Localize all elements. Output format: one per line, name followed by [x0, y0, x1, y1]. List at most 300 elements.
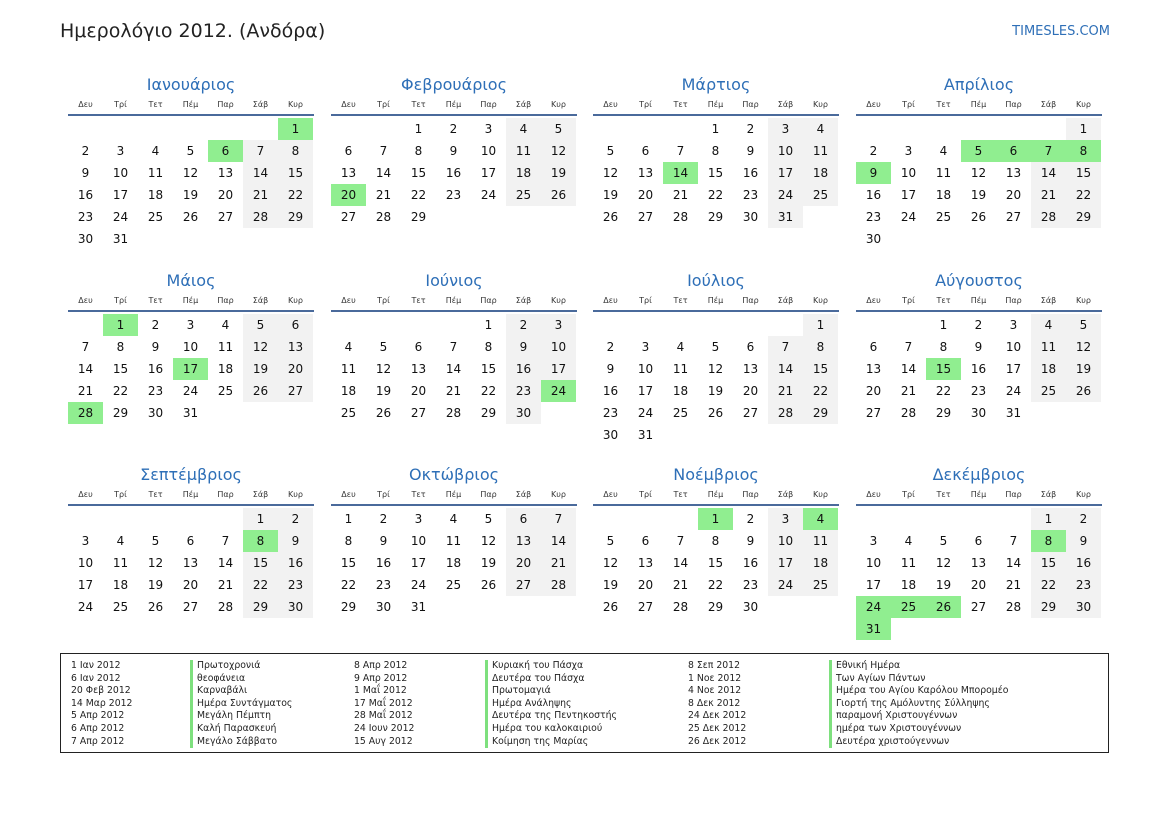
- day-cell: 11: [445, 534, 462, 548]
- empty-cell: [891, 118, 926, 140]
- day-cell: 30: [742, 210, 759, 224]
- month-calendar: [331, 270, 577, 424]
- day-cell: 6: [186, 534, 195, 548]
- day-cell: 15: [480, 362, 497, 376]
- day-cell: 7: [81, 340, 90, 354]
- day-cell: 31: [1005, 406, 1022, 420]
- day-cell: 22: [707, 578, 724, 592]
- weekday-label: Τετ: [148, 296, 163, 305]
- day-cell: 4: [344, 340, 353, 354]
- month-calendar: [856, 464, 1102, 640]
- day-cell: 23: [375, 578, 392, 592]
- weekday-label: Τρί: [114, 100, 127, 109]
- day-cell: 9: [506, 336, 541, 358]
- day-cell: 11: [340, 362, 357, 376]
- day-cell: 14: [1031, 162, 1066, 184]
- day-cell: 2: [278, 508, 313, 530]
- empty-cell: [733, 314, 768, 336]
- holiday-date: 25 Δεκ 2012: [688, 722, 747, 734]
- weekday-label: Πέμ: [707, 296, 724, 305]
- day-cell: 9: [151, 340, 160, 354]
- day-cell: 4: [676, 340, 685, 354]
- day-cell: 8: [939, 340, 948, 354]
- weekday-label: Πέμ: [445, 296, 462, 305]
- empty-cell: [331, 118, 366, 140]
- month-calendar: [68, 270, 314, 424]
- day-cell: 19: [182, 188, 199, 202]
- day-cell: 1: [711, 122, 720, 136]
- day-grid: [593, 314, 839, 446]
- weekday-label: Παρ: [1005, 296, 1022, 305]
- day-cell: 29: [340, 600, 357, 614]
- day-cell: 27: [340, 210, 357, 224]
- holiday-day-cell: 7: [1031, 140, 1066, 162]
- weekday-label: Δευ: [603, 296, 618, 305]
- day-cell: 22: [803, 380, 838, 402]
- day-cell: 15: [243, 552, 278, 574]
- empty-cell: [698, 314, 733, 336]
- day-cell: 30: [742, 600, 759, 614]
- weekday-label: Σάβ: [515, 490, 532, 499]
- day-cell: 28: [672, 210, 689, 224]
- day-cell: 20: [865, 384, 882, 398]
- weekday-label: Κυρ: [813, 490, 828, 499]
- day-grid: [331, 118, 577, 228]
- day-cell: 23: [77, 210, 94, 224]
- holiday-date: 1 Μαΐ 2012: [354, 685, 407, 697]
- weekday-header: [593, 292, 839, 312]
- day-cell: 28: [217, 600, 234, 614]
- day-cell: 21: [768, 380, 803, 402]
- holiday-date: 17 Μαΐ 2012: [354, 697, 413, 709]
- day-cell: 24: [77, 600, 94, 614]
- day-cell: 10: [410, 534, 427, 548]
- weekday-label: Σάβ: [515, 296, 532, 305]
- day-cell: 13: [278, 336, 313, 358]
- day-grid: [856, 508, 1102, 640]
- empty-cell: [996, 508, 1031, 530]
- holiday-date: 1 Ιαν 2012: [71, 660, 121, 671]
- day-cell: 27: [742, 406, 759, 420]
- weekday-label: Σάβ: [252, 490, 269, 499]
- empty-cell: [436, 314, 471, 336]
- day-cell: 22: [112, 384, 129, 398]
- weekday-label: Τετ: [148, 490, 163, 499]
- day-cell: 16: [865, 188, 882, 202]
- day-cell: 5: [1066, 314, 1101, 336]
- empty-cell: [926, 508, 961, 530]
- day-cell: 8: [711, 144, 720, 158]
- day-cell: 20: [637, 578, 654, 592]
- day-cell: 8: [344, 534, 353, 548]
- month-calendar: [68, 74, 314, 250]
- weekday-label: Πέμ: [707, 490, 724, 499]
- day-cell: 23: [742, 578, 759, 592]
- day-cell: 27: [1005, 210, 1022, 224]
- weekday-label: Δευ: [78, 490, 93, 499]
- weekday-label: Παρ: [480, 490, 497, 499]
- holiday-name: Ημέρα Ανάληψης: [485, 698, 617, 711]
- day-cell: 11: [1031, 336, 1066, 358]
- day-cell: 6: [344, 144, 353, 158]
- day-cell: 27: [278, 380, 313, 402]
- day-cell: 19: [147, 578, 164, 592]
- day-cell: 6: [746, 340, 755, 354]
- empty-cell: [138, 118, 173, 140]
- weekday-label: Παρ: [480, 296, 497, 305]
- holiday-day-cell: 6: [208, 140, 243, 162]
- month-title: Ιούλιος: [687, 271, 745, 290]
- day-cell: 16: [375, 556, 392, 570]
- weekday-label: Τετ: [936, 490, 951, 499]
- empty-cell: [628, 508, 663, 530]
- weekday-label: Τετ: [411, 100, 426, 109]
- day-cell: 1: [803, 314, 838, 336]
- day-cell: 20: [970, 578, 987, 592]
- holiday-date: 24 Δεκ 2012: [688, 710, 747, 722]
- weekday-label: Παρ: [742, 100, 759, 109]
- day-cell: 30: [865, 232, 882, 246]
- empty-cell: [593, 314, 628, 336]
- day-cell: 15: [340, 556, 357, 570]
- day-cell: 26: [182, 210, 199, 224]
- day-cell: 28: [768, 402, 803, 424]
- day-cell: 6: [641, 144, 650, 158]
- day-cell: 2: [151, 318, 160, 332]
- weekday-header: [68, 292, 314, 312]
- day-cell: 27: [182, 600, 199, 614]
- day-grid: [593, 118, 839, 228]
- day-cell: 14: [375, 166, 392, 180]
- empty-cell: [103, 118, 138, 140]
- day-cell: 14: [445, 362, 462, 376]
- day-cell: 13: [865, 362, 882, 376]
- holiday-date: 14 Μαρ 2012: [71, 697, 133, 709]
- day-cell: 26: [147, 600, 164, 614]
- day-cell: 18: [803, 162, 838, 184]
- month-calendar: [593, 270, 839, 446]
- weekday-label: Δευ: [341, 490, 356, 499]
- day-cell: 21: [1031, 184, 1066, 206]
- day-cell: 14: [900, 362, 917, 376]
- day-cell: 11: [217, 340, 234, 354]
- day-cell: 16: [77, 188, 94, 202]
- holiday-day-cell: 14: [663, 162, 698, 184]
- day-cell: 18: [147, 188, 164, 202]
- day-cell: 4: [449, 512, 458, 526]
- day-cell: 30: [506, 402, 541, 424]
- day-cell: 6: [974, 534, 983, 548]
- holiday-day-cell: 8: [1031, 530, 1066, 552]
- empty-cell: [961, 118, 996, 140]
- day-cell: 18: [340, 384, 357, 398]
- day-cell: 24: [768, 184, 803, 206]
- day-cell: 2: [746, 122, 755, 136]
- holiday-date: 20 Φεβ 2012: [71, 685, 131, 697]
- holiday-names-col-1: [190, 660, 292, 748]
- day-cell: 3: [116, 144, 125, 158]
- holiday-day-cell: 8: [243, 530, 278, 552]
- day-cell: 17: [637, 384, 654, 398]
- day-cell: 1: [344, 512, 353, 526]
- empty-cell: [366, 118, 401, 140]
- day-cell: 18: [803, 552, 838, 574]
- weekday-label: Πέμ: [182, 100, 199, 109]
- holiday-name: ημέρα των Χριστουγέννων: [829, 723, 1008, 736]
- day-cell: 3: [414, 512, 423, 526]
- day-cell: 18: [217, 362, 234, 376]
- day-cell: 17: [900, 188, 917, 202]
- month-calendar: [856, 74, 1102, 250]
- weekday-label: Δευ: [78, 100, 93, 109]
- day-cell: 26: [375, 406, 392, 420]
- month-title: Σεπτέμβριος: [140, 465, 242, 484]
- day-cell: 10: [865, 556, 882, 570]
- day-cell: 8: [116, 340, 125, 354]
- day-cell: 23: [742, 188, 759, 202]
- holiday-day-cell: 17: [173, 358, 208, 380]
- day-cell: 22: [340, 578, 357, 592]
- empty-cell: [856, 118, 891, 140]
- weekday-label: Κυρ: [551, 296, 566, 305]
- day-cell: 25: [112, 600, 129, 614]
- day-cell: 1: [243, 508, 278, 530]
- day-cell: 4: [1031, 314, 1066, 336]
- day-cell: 9: [746, 144, 755, 158]
- day-cell: 17: [865, 578, 882, 592]
- weekday-label: Σάβ: [252, 100, 269, 109]
- day-cell: 5: [606, 534, 615, 548]
- day-cell: 6: [641, 534, 650, 548]
- day-cell: 23: [970, 384, 987, 398]
- day-cell: 13: [506, 530, 541, 552]
- day-cell: 13: [637, 166, 654, 180]
- day-cell: 3: [541, 314, 576, 336]
- day-cell: 15: [112, 362, 129, 376]
- day-cell: 21: [217, 578, 234, 592]
- holiday-day-cell: 1: [103, 314, 138, 336]
- day-cell: 25: [217, 384, 234, 398]
- day-cell: 28: [541, 574, 576, 596]
- holiday-day-cell: 1: [698, 508, 733, 530]
- holiday-day-cell: 24: [856, 596, 891, 618]
- weekday-label: Τρί: [377, 296, 390, 305]
- day-cell: 6: [869, 340, 878, 354]
- day-cell: 19: [970, 188, 987, 202]
- weekday-label: Κυρ: [551, 100, 566, 109]
- day-cell: 17: [480, 166, 497, 180]
- day-cell: 29: [243, 596, 278, 618]
- day-cell: 20: [506, 552, 541, 574]
- day-cell: 5: [606, 144, 615, 158]
- empty-cell: [663, 118, 698, 140]
- holiday-name: Γιορτή της Αμόλυντης Σύλληψης: [829, 698, 1008, 711]
- holiday-name: παραμονή Χριστουγέννων: [829, 710, 1008, 723]
- holiday-date: 5 Απρ 2012: [71, 710, 125, 722]
- day-cell: 16: [445, 166, 462, 180]
- day-cell: 29: [803, 402, 838, 424]
- day-grid: [856, 314, 1102, 424]
- weekday-label: Τρί: [639, 100, 652, 109]
- weekday-label: Σάβ: [777, 296, 794, 305]
- day-cell: 28: [900, 406, 917, 420]
- weekday-label: Σάβ: [777, 490, 794, 499]
- day-cell: 16: [278, 552, 313, 574]
- day-cell: 15: [278, 162, 313, 184]
- holiday-name: Δευτέρα της Πεντηκοστής: [485, 710, 617, 723]
- day-cell: 20: [742, 384, 759, 398]
- holiday-names-col-3: [829, 660, 1008, 748]
- holiday-name: Δευτέρα χριστούγεννων: [829, 736, 1008, 749]
- day-cell: 6: [414, 340, 423, 354]
- day-cell: 2: [506, 314, 541, 336]
- weekday-label: Τετ: [673, 296, 688, 305]
- day-cell: 11: [935, 166, 952, 180]
- day-cell: 2: [869, 144, 878, 158]
- day-cell: 13: [742, 362, 759, 376]
- day-cell: 6: [506, 508, 541, 530]
- day-cell: 10: [768, 530, 803, 552]
- day-cell: 5: [151, 534, 160, 548]
- empty-cell: [173, 508, 208, 530]
- day-cell: 25: [445, 578, 462, 592]
- weekday-label: Τετ: [673, 100, 688, 109]
- weekday-label: Παρ: [742, 490, 759, 499]
- day-cell: 3: [904, 144, 913, 158]
- weekday-label: Παρ: [480, 100, 497, 109]
- day-grid: [68, 508, 314, 618]
- day-cell: 15: [410, 166, 427, 180]
- weekday-header: [856, 292, 1102, 312]
- day-cell: 24: [410, 578, 427, 592]
- day-cell: 18: [935, 188, 952, 202]
- month-title: Νοέμβριος: [673, 465, 759, 484]
- weekday-label: Παρ: [742, 296, 759, 305]
- day-cell: 28: [243, 206, 278, 228]
- day-cell: 22: [935, 384, 952, 398]
- day-cell: 12: [480, 534, 497, 548]
- weekday-label: Κυρ: [1076, 490, 1091, 499]
- day-cell: 26: [1066, 380, 1101, 402]
- day-cell: 1: [1031, 508, 1066, 530]
- day-cell: 20: [217, 188, 234, 202]
- site-link[interactable]: TIMESLES.COM: [1012, 24, 1110, 39]
- holiday-day-cell: 15: [926, 358, 961, 380]
- day-cell: 26: [602, 210, 619, 224]
- empty-cell: [593, 508, 628, 530]
- day-cell: 13: [217, 166, 234, 180]
- weekday-label: Δευ: [341, 100, 356, 109]
- day-cell: 8: [278, 140, 313, 162]
- weekday-header: [593, 486, 839, 506]
- weekday-label: Τρί: [639, 490, 652, 499]
- day-cell: 26: [707, 406, 724, 420]
- holiday-name: Εθνική Ημέρα: [829, 660, 1008, 673]
- day-cell: 29: [707, 600, 724, 614]
- day-cell: 22: [480, 384, 497, 398]
- empty-cell: [856, 314, 891, 336]
- day-cell: 12: [970, 166, 987, 180]
- day-cell: 11: [900, 556, 917, 570]
- holiday-name: Μεγάλη Πέμπτη: [190, 710, 292, 723]
- day-cell: 18: [672, 384, 689, 398]
- weekday-header: [331, 96, 577, 116]
- empty-cell: [366, 314, 401, 336]
- day-cell: 13: [970, 556, 987, 570]
- holiday-day-cell: 24: [541, 380, 576, 402]
- day-cell: 23: [445, 188, 462, 202]
- day-cell: 14: [217, 556, 234, 570]
- weekday-label: Παρ: [217, 296, 234, 305]
- day-cell: 26: [541, 184, 576, 206]
- day-cell: 23: [506, 380, 541, 402]
- weekday-label: Σάβ: [777, 100, 794, 109]
- day-cell: 20: [182, 578, 199, 592]
- day-cell: 27: [217, 210, 234, 224]
- month-title: Ιανουάριος: [146, 75, 236, 94]
- empty-cell: [243, 118, 278, 140]
- day-cell: 29: [410, 210, 427, 224]
- day-cell: 29: [480, 406, 497, 420]
- weekday-label: Δευ: [341, 296, 356, 305]
- day-cell: 3: [768, 118, 803, 140]
- weekday-label: Πέμ: [970, 490, 987, 499]
- day-cell: 9: [606, 362, 615, 376]
- holiday-day-cell: 5: [961, 140, 996, 162]
- day-cell: 13: [340, 166, 357, 180]
- day-cell: 17: [1005, 362, 1022, 376]
- weekday-label: Τετ: [936, 100, 951, 109]
- day-cell: 19: [935, 578, 952, 592]
- holiday-date: 9 Απρ 2012: [354, 672, 408, 684]
- day-cell: 24: [637, 406, 654, 420]
- holiday-name: Δευτέρα του Πάσχα: [485, 673, 617, 686]
- day-cell: 7: [449, 340, 458, 354]
- day-cell: 12: [1066, 336, 1101, 358]
- day-cell: 12: [602, 556, 619, 570]
- weekday-header: [856, 486, 1102, 506]
- day-cell: 24: [768, 574, 803, 596]
- day-cell: 28: [1005, 600, 1022, 614]
- empty-cell: [628, 118, 663, 140]
- holiday-date: 26 Δεκ 2012: [688, 735, 747, 747]
- empty-cell: [593, 118, 628, 140]
- day-cell: 4: [151, 144, 160, 158]
- month-calendar: [593, 464, 839, 618]
- day-cell: 18: [112, 578, 129, 592]
- holiday-name: θεοφάνεια: [190, 673, 292, 686]
- weekday-label: Πέμ: [707, 100, 724, 109]
- day-grid: [856, 118, 1102, 250]
- day-cell: 31: [182, 406, 199, 420]
- day-cell: 12: [243, 336, 278, 358]
- day-cell: 2: [606, 340, 615, 354]
- day-cell: 2: [81, 144, 90, 158]
- day-cell: 5: [186, 144, 195, 158]
- day-cell: 17: [410, 556, 427, 570]
- holiday-day-cell: 1: [278, 118, 313, 140]
- holiday-date: 28 Μαΐ 2012: [354, 710, 413, 722]
- day-cell: 9: [746, 534, 755, 548]
- empty-cell: [138, 508, 173, 530]
- weekday-label: Κυρ: [551, 490, 566, 499]
- day-cell: 16: [970, 362, 987, 376]
- day-cell: 28: [1031, 206, 1066, 228]
- day-cell: 14: [672, 556, 689, 570]
- day-cell: 29: [935, 406, 952, 420]
- day-cell: 13: [1005, 166, 1022, 180]
- day-cell: 25: [803, 574, 838, 596]
